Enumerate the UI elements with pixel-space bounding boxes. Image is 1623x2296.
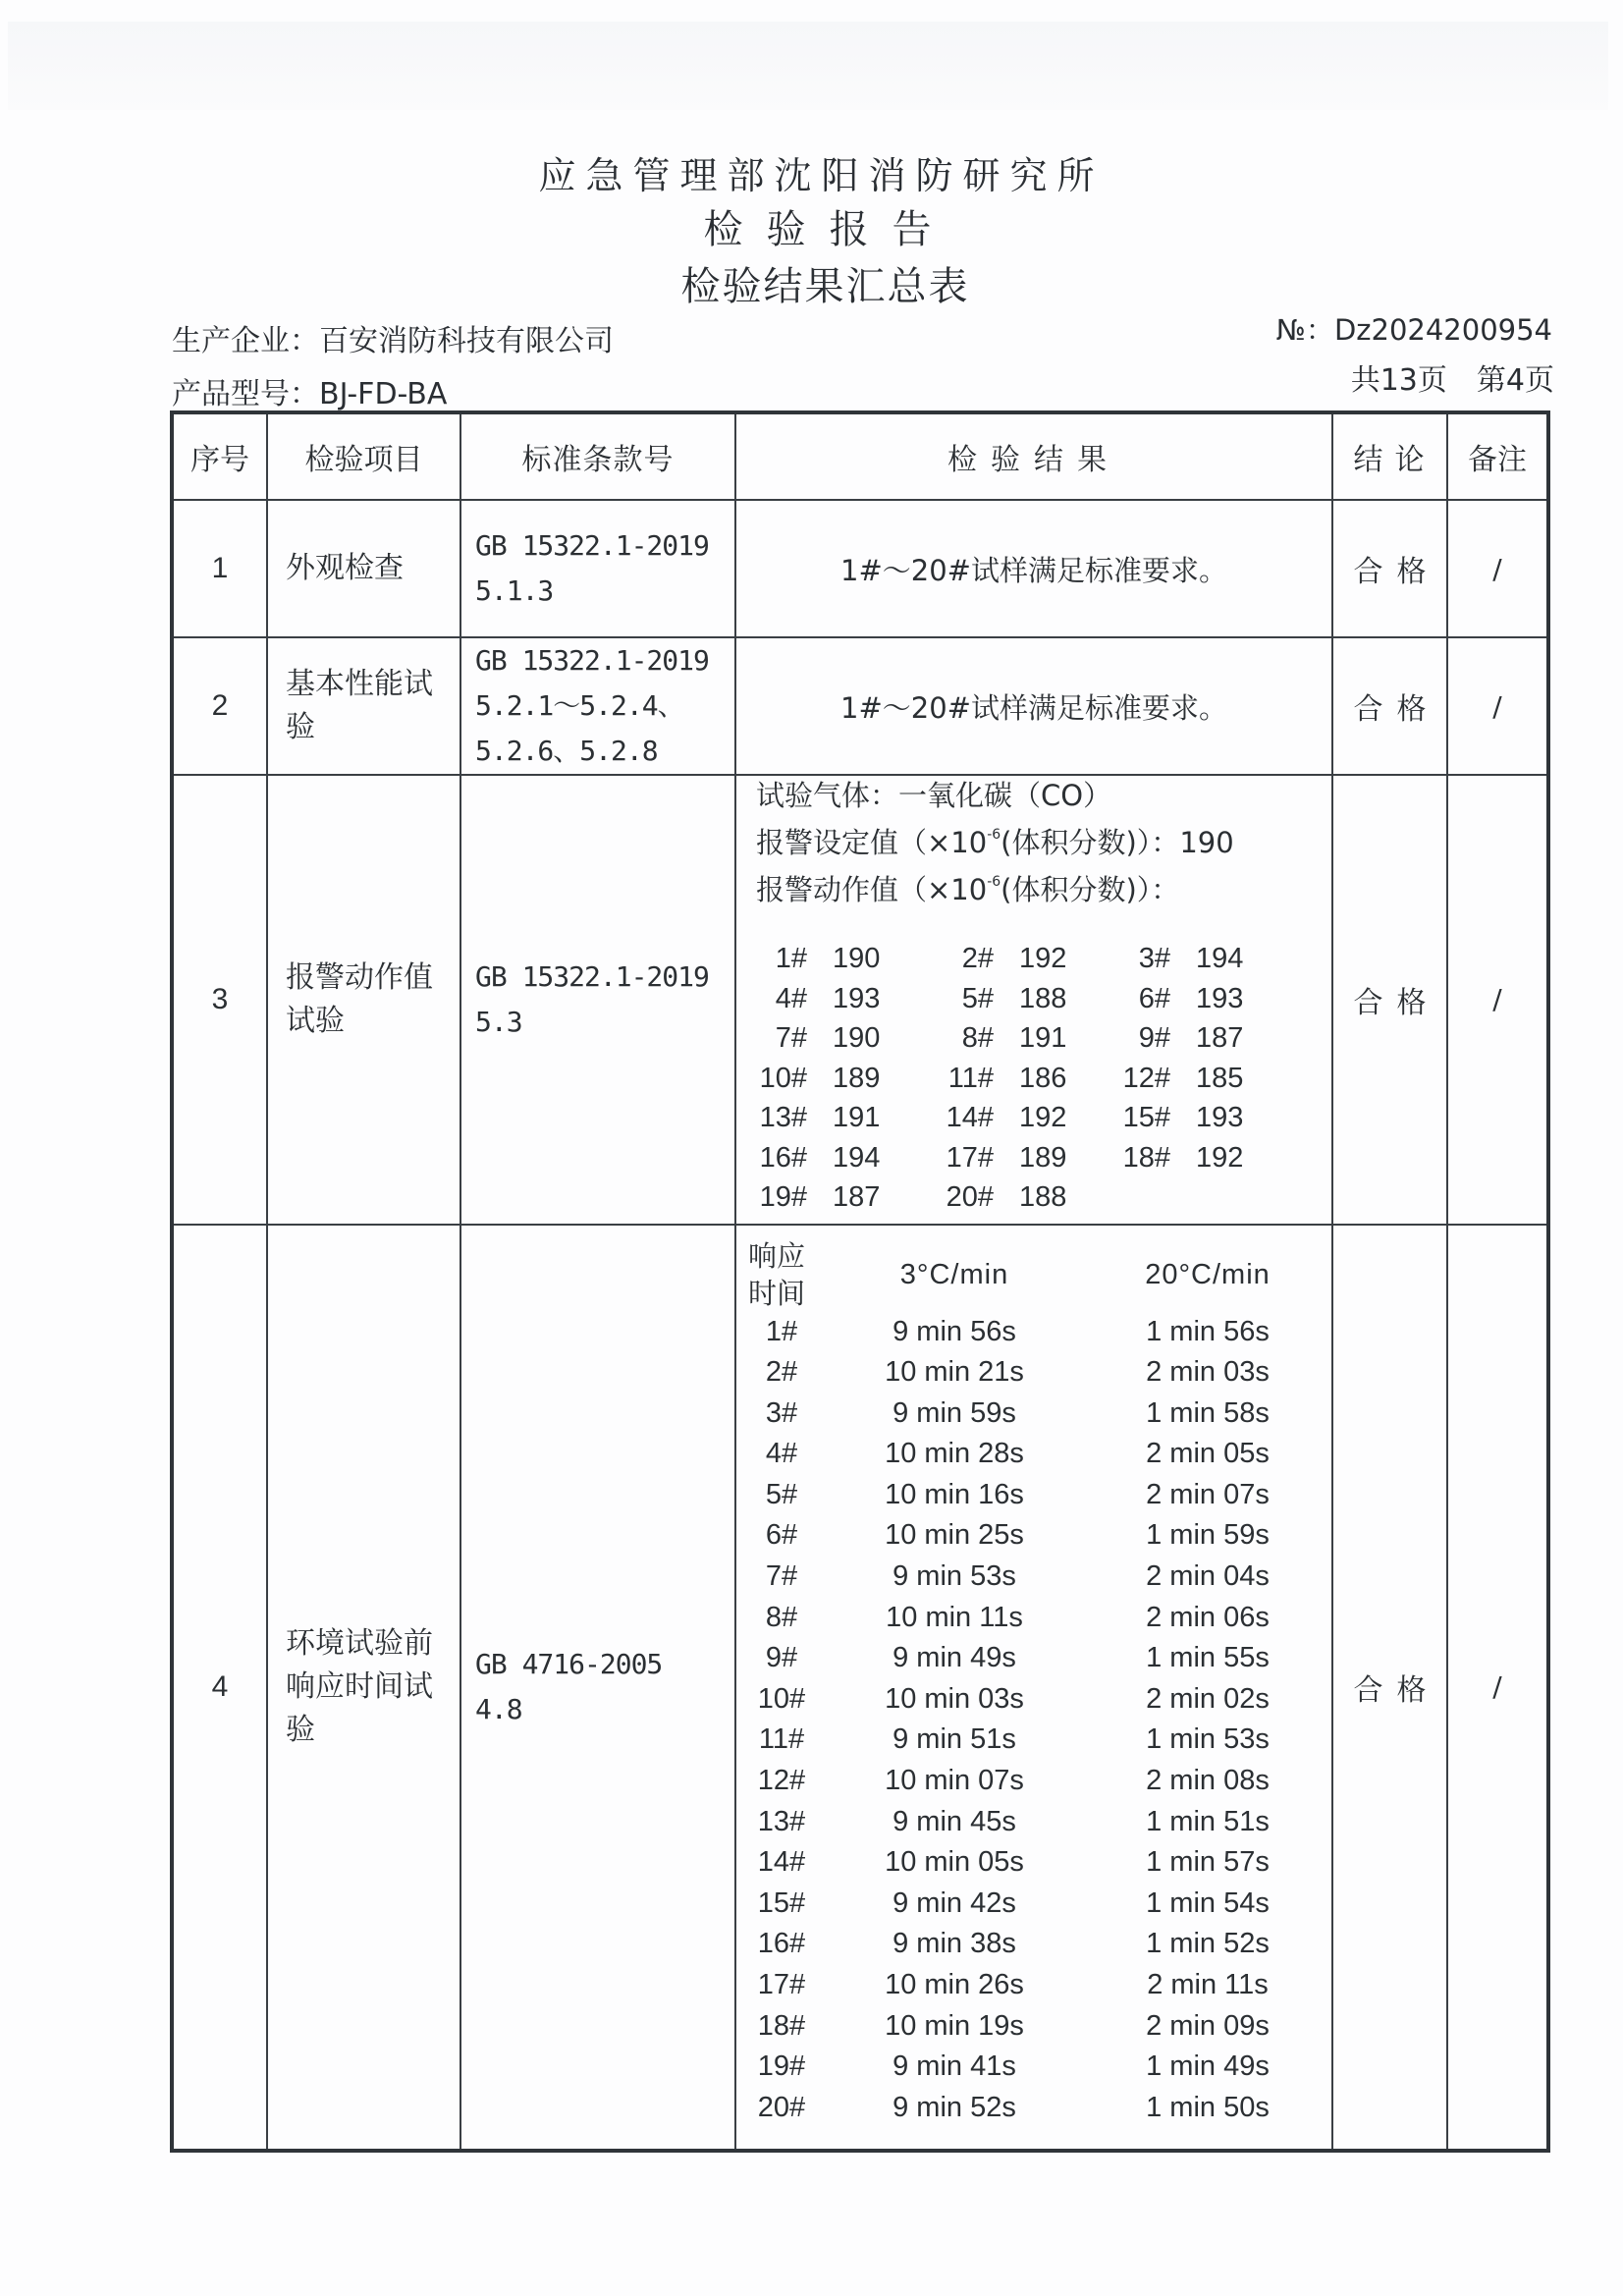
alarm-value: 191: [833, 1102, 881, 1133]
row-standard: [460, 637, 735, 775]
results-summary-table: [170, 410, 1550, 2153]
response-20c: 1 min 57s: [1146, 1846, 1270, 1879]
standard-line: GB 15322.1-2019: [475, 529, 709, 562]
response-3c: 9 min 52s: [893, 2091, 1016, 2123]
table-row: [172, 637, 1548, 775]
sample-id: 15#: [757, 1886, 806, 1919]
row-standard: [460, 1225, 735, 2151]
sample-id: 12#: [757, 1765, 806, 1797]
alarm-value: 188: [1019, 982, 1067, 1014]
col-header-standard: 标准条款号: [460, 412, 735, 500]
sample-id: 6#: [1138, 982, 1170, 1014]
sample-id: 14#: [946, 1102, 994, 1133]
row-item: 基本性能试验: [267, 637, 460, 775]
row-seq: 2: [172, 637, 267, 775]
alarm-value: 193: [833, 982, 881, 1014]
sample-id: 3#: [765, 1396, 798, 1429]
alarm-value: 194: [1196, 943, 1244, 974]
row-standard: [460, 500, 735, 637]
row-conclusion: 合格: [1332, 500, 1447, 637]
response-3c: 9 min 45s: [893, 1805, 1016, 1837]
alarm-value: 193: [1196, 982, 1244, 1014]
current-page: 第4页: [1476, 363, 1554, 398]
alarm-value: 187: [833, 1181, 881, 1213]
manufacturer-line: [172, 316, 614, 359]
row-standard: [460, 775, 735, 1225]
sample-id: 1#: [765, 1315, 798, 1347]
alarm-value: 191: [1019, 1022, 1067, 1054]
exponent: -6: [987, 874, 1001, 890]
alarm-value: 193: [1196, 1102, 1244, 1133]
response-20c: 1 min 50s: [1146, 2091, 1270, 2123]
sample-id: 17#: [757, 1969, 806, 2000]
sample-id: 19#: [759, 1181, 807, 1213]
response-20c: 2 min 08s: [1146, 1765, 1270, 1797]
response-20c: 1 min 52s: [1146, 1928, 1270, 1960]
alarm-value: 188: [1019, 1181, 1067, 1213]
sample-id: 17#: [946, 1141, 994, 1174]
sample-id: 8#: [765, 1601, 798, 1633]
alarm-values-grid: [756, 939, 1331, 1218]
alarm-value: 189: [1019, 1141, 1067, 1174]
row-seq: 4: [172, 1225, 267, 2151]
response-3c: 9 min 42s: [893, 1886, 1016, 1919]
setpoint-label-unit: (体积分数)）：: [1001, 826, 1180, 859]
page-info: [1351, 355, 1554, 399]
col-header-conclusion: 结论: [1332, 412, 1447, 500]
response-20c: 1 min 56s: [1146, 1315, 1270, 1347]
response-20c: 2 min 11s: [1147, 1969, 1269, 2000]
response-3c: 9 min 41s: [893, 2050, 1016, 2083]
sample-id: 5#: [765, 1478, 798, 1510]
sample-id: 19#: [757, 2050, 806, 2083]
sample-id: 4#: [775, 982, 807, 1014]
row-result: 1#～20#试样满足标准要求。: [735, 500, 1332, 637]
model-label: 产品型号：: [172, 377, 319, 411]
response-20c: 1 min 49s: [1146, 2050, 1270, 2083]
alarm-value: 190: [833, 1022, 881, 1054]
response-3c: 10 min 16s: [885, 1478, 1024, 1510]
report-number-line: [1276, 308, 1552, 349]
alarm-value: 189: [833, 1062, 881, 1094]
standard-line: 4.8: [475, 1692, 522, 1725]
sample-id: 10#: [757, 1682, 806, 1715]
response-20c: 2 min 07s: [1146, 1478, 1270, 1510]
standard-line: 5.2.6、5.2.8: [475, 735, 658, 767]
sample-id: 7#: [765, 1560, 798, 1593]
sample-id: 1#: [775, 943, 807, 974]
row-result: [735, 775, 1332, 1225]
sample-id: 7#: [775, 1022, 807, 1054]
institution-title: 应急管理部沈阳消防研究所: [538, 154, 1105, 197]
response-3c: 10 min 11s: [886, 1601, 1023, 1633]
response-3c: 9 min 38s: [893, 1928, 1016, 1960]
row-item: 报警动作值试验: [267, 775, 460, 1225]
sample-id: 18#: [757, 2009, 806, 2042]
response-20c: 1 min 58s: [1146, 1396, 1270, 1429]
manufacturer-value: 百安消防科技有限公司: [319, 324, 614, 358]
response-20c: 1 min 51s: [1146, 1805, 1270, 1837]
response-20c: 2 min 05s: [1146, 1438, 1270, 1470]
alarm-action-label: [756, 862, 1331, 909]
response-time-header: [736, 1237, 827, 1312]
action-label-unit: (体积分数)）：: [1001, 873, 1180, 906]
row-item: 环境试验前响应时间试验: [267, 1225, 460, 2151]
sample-id: 20#: [946, 1181, 994, 1213]
col-header-remark: 备注: [1447, 412, 1548, 500]
sample-id: 15#: [1122, 1102, 1170, 1133]
sample-id: 11#: [758, 1723, 805, 1756]
row-result: 1#～20#试样满足标准要求。: [735, 637, 1332, 775]
alarm-value: 192: [1019, 943, 1067, 974]
response-3c: 10 min 19s: [885, 2009, 1024, 2042]
sample-id: 8#: [961, 1022, 994, 1054]
standard-line: GB 4716-2005: [475, 1647, 663, 1680]
report-title: 检验报告: [703, 207, 955, 252]
response-3c: 10 min 07s: [885, 1765, 1024, 1797]
sample-id: 3#: [1138, 943, 1170, 974]
sample-id: 2#: [765, 1356, 798, 1389]
table-row: [172, 500, 1548, 637]
sample-id: 2#: [961, 943, 994, 974]
sample-id: 13#: [757, 1805, 806, 1837]
table-row: [172, 775, 1548, 1225]
sample-id: 6#: [765, 1519, 798, 1552]
standard-line: GB 15322.1-2019: [475, 959, 709, 993]
response-header-line: 响应: [748, 1238, 806, 1273]
sample-id: 5#: [961, 982, 994, 1014]
row-conclusion: 合格: [1332, 775, 1447, 1225]
row-remark: /: [1447, 500, 1548, 637]
setpoint-value: 190: [1179, 826, 1234, 859]
row-seq: 1: [172, 500, 267, 637]
response-20c: 2 min 03s: [1146, 1356, 1270, 1389]
response-3c: 10 min 26s: [885, 1969, 1024, 2000]
table-header-row: [172, 412, 1548, 500]
response-20c: 2 min 02s: [1146, 1682, 1270, 1715]
sample-id: 11#: [947, 1062, 994, 1094]
sample-id: 9#: [1138, 1022, 1170, 1054]
alarm-value: 194: [833, 1141, 881, 1174]
sample-id: 18#: [1122, 1141, 1170, 1174]
response-3c: 10 min 03s: [885, 1682, 1024, 1715]
response-header-line: 时间: [748, 1276, 806, 1310]
alarm-value: 186: [1019, 1062, 1067, 1094]
sample-id: 12#: [1122, 1062, 1170, 1094]
table-row: [172, 1225, 1548, 2151]
row-remark: /: [1447, 637, 1548, 775]
response-20c: 1 min 53s: [1146, 1723, 1270, 1756]
alarm-setpoint: [756, 815, 1331, 862]
manufacturer-label: 生产企业：: [172, 324, 319, 358]
col-header-item: 检验项目: [267, 412, 460, 500]
response-20c: 2 min 04s: [1146, 1560, 1270, 1593]
response-3c: 9 min 59s: [893, 1396, 1016, 1429]
model-line: [172, 369, 447, 412]
alarm-value: 192: [1019, 1102, 1067, 1133]
sample-id: 16#: [759, 1141, 807, 1174]
col-header-result: 检验结果: [735, 412, 1332, 500]
report-number-value: Dz2024200954: [1333, 313, 1552, 347]
rate-3c-header: 3°C/min: [899, 1258, 1009, 1290]
standard-line: 5.1.3: [475, 574, 554, 607]
total-pages: 共13页: [1350, 363, 1447, 398]
alarm-value: 192: [1196, 1141, 1244, 1174]
report-number-label: №：: [1275, 313, 1334, 347]
summary-title: 检验结果汇总表: [680, 264, 970, 309]
scan-margin-shade: [8, 22, 1608, 110]
response-3c: 10 min 21s: [885, 1356, 1024, 1389]
response-3c: 10 min 28s: [885, 1438, 1024, 1470]
exponent: -6: [987, 827, 1001, 843]
response-20c: 1 min 59s: [1146, 1519, 1270, 1552]
alarm-value: 190: [833, 943, 881, 974]
alarm-value: 185: [1196, 1062, 1244, 1094]
row-remark: /: [1447, 775, 1548, 1225]
response-time-grid: [736, 1237, 1331, 2129]
sample-id: 13#: [759, 1102, 807, 1133]
response-3c: 10 min 25s: [885, 1519, 1024, 1552]
response-3c: 9 min 53s: [893, 1560, 1016, 1593]
sample-id: 4#: [765, 1438, 798, 1470]
row-conclusion: 合格: [1332, 1225, 1447, 2151]
response-20c: 2 min 06s: [1146, 1601, 1270, 1633]
rate-20c-header: 20°C/min: [1145, 1258, 1271, 1290]
action-label: 报警动作值（×10: [756, 873, 988, 906]
row-remark: /: [1447, 1225, 1548, 2151]
standard-line: 5.3: [475, 1005, 522, 1038]
model-value: BJ-FD-BA: [319, 377, 448, 411]
sample-id: 16#: [757, 1928, 806, 1960]
setpoint-label: 报警设定值（×10: [756, 826, 988, 859]
response-3c: 9 min 51s: [893, 1723, 1016, 1756]
sample-id: 14#: [757, 1846, 806, 1879]
response-3c: 10 min 05s: [885, 1846, 1024, 1879]
row-item: 外观检查: [267, 500, 460, 637]
sample-id: 20#: [757, 2091, 806, 2123]
sample-id: 9#: [765, 1642, 798, 1674]
response-3c: 9 min 56s: [893, 1315, 1016, 1347]
sample-id: 10#: [759, 1062, 807, 1094]
response-20c: 1 min 54s: [1146, 1886, 1270, 1919]
row-result: [735, 1225, 1332, 2151]
standard-line: 5.2.1～5.2.4、: [475, 689, 684, 722]
row-seq: 3: [172, 775, 267, 1225]
standard-line: GB 15322.1-2019: [475, 644, 709, 677]
alarm-value: 187: [1196, 1022, 1244, 1054]
test-gas: 试验气体：一氧化碳（CO）: [756, 779, 1112, 812]
response-20c: 2 min 09s: [1146, 2009, 1270, 2042]
col-header-seq: 序号: [172, 412, 267, 500]
response-20c: 1 min 55s: [1146, 1642, 1270, 1674]
response-3c: 9 min 49s: [893, 1642, 1016, 1674]
row-conclusion: 合格: [1332, 637, 1447, 775]
